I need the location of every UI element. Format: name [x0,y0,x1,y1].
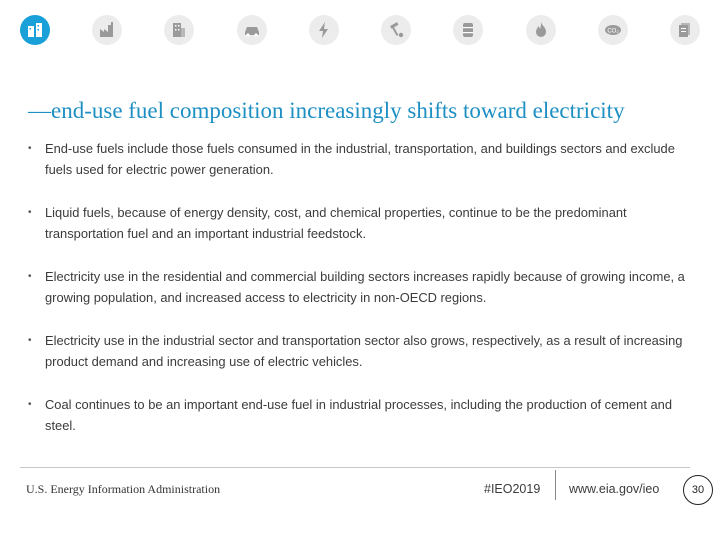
website-link[interactable]: www.eia.gov/ieo [569,482,660,496]
bullet-item [28,138,688,180]
documents-icon[interactable] [670,15,700,45]
topic-icon-bar [20,10,700,50]
slide-title: —end-use fuel composition increasingly shifts toward electricity [28,98,625,123]
svg-text:CO₂: CO₂ [607,28,619,35]
bullet-item [28,394,688,436]
bullet-text: Coal continues to be an important end-use fuel in industrial processes, including the production of cement and steel. [45,397,673,433]
co2-icon[interactable] [598,15,628,45]
bullet-marker: • [28,335,32,346]
flame-icon[interactable] [526,15,556,45]
page-number-badge [683,475,713,505]
hammer-drop-icon[interactable] [381,15,411,45]
bullet-marker: • [28,399,32,410]
footer-divider-line [20,467,690,468]
bullet-list [28,138,688,458]
bullet-marker: • [28,207,32,218]
bullet-item [28,330,688,372]
bullet-text: Liquid fuels, because of energy density, cost, and chemical properties, continue to be the predominant transportation fuel and an important industrial feedstock. [45,205,627,241]
hashtag-label: #IEO2019 [484,482,541,496]
footer-vertical-divider [555,470,556,500]
industrial-icon[interactable] [92,15,122,45]
agency-name: U.S. Energy Information Administration [26,482,221,496]
bullet-item [28,266,688,308]
bullet-marker: • [28,271,32,282]
bullet-item [28,202,688,244]
buildings-icon[interactable] [20,15,50,45]
bullet-text: Electricity use in the industrial sector and transportation sector also grows, respectively, as a result of increasing product demand and increasing use of electric vehicles. [45,333,683,369]
page-number: 30 [691,484,705,496]
bullet-text: Electricity use in the residential and commercial building sectors increases rapidly because of growing income, a growing population, and increased access to electricity in non-OECD regions. [45,269,685,305]
lightning-icon[interactable] [309,15,339,45]
oil-barrel-icon[interactable] [453,15,483,45]
bullet-text: End-use fuels include those fuels consumed in the industrial, transportation, and buildings sectors and exclude fuels used for electric power generation. [45,141,675,177]
car-icon[interactable] [237,15,267,45]
office-building-icon[interactable] [164,15,194,45]
bullet-marker: • [28,143,32,154]
